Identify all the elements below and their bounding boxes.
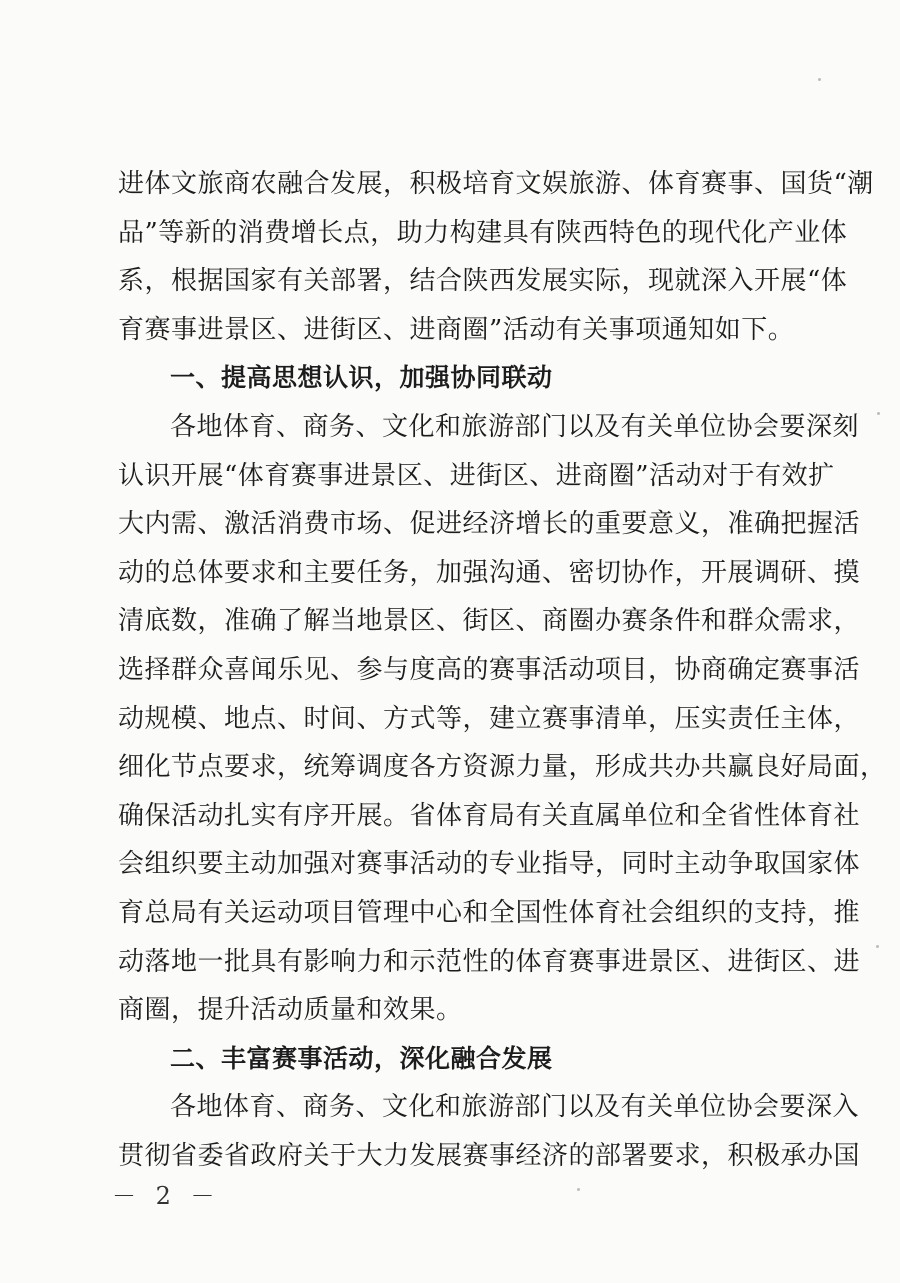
body-line: 动规模、地点、时间、方式等，建立赛事清单，压实责任主体， (118, 703, 861, 734)
body-line: 贯彻省委省政府关于大力发展赛事经济的部署要求，积极承办国 (118, 1140, 861, 1171)
body-line: 细化节点要求，统筹调度各方资源力量，形成共办共赢良好局面， (118, 752, 887, 783)
body-line: 认识开展“体育赛事进景区、进街区、进商圈”活动对于有效扩 (118, 460, 835, 491)
body-line: 动落地一批具有影响力和示范性的体育赛事进景区、进街区、进 (118, 946, 861, 977)
body-line: 动的总体要求和主要任务，加强沟通、密切协作，开展调研、摸 (118, 557, 861, 588)
body-line: 各地体育、商务、文化和旅游部门以及有关单位协会要深入 (170, 1092, 860, 1123)
body-line: 大内需、激活消费市场、促进经济增长的重要意义，准确把握活 (118, 509, 861, 540)
body-line: 育总局有关运动项目管理中心和全国性体育社会组织的支持，推 (118, 897, 861, 928)
section-heading-1: 一、提高思想认识，加强协同联动 (170, 363, 553, 393)
body-line: 各地体育、商务、文化和旅游部门以及有关单位协会要深刻 (170, 411, 860, 442)
scan-speck (818, 78, 821, 81)
scan-speck (577, 1188, 580, 1191)
body-line: 育赛事进景区、进街区、进商圈”活动有关事项通知如下。 (118, 314, 795, 345)
body-line: 会组织要主动加强对赛事活动的专业指导，同时主动争取国家体 (118, 849, 861, 880)
section-heading-2: 二、丰富赛事活动，深化融合发展 (170, 1043, 553, 1073)
body-line: 系，根据国家有关部署，结合陕西发展实际，现就深入开展“体 (118, 266, 848, 297)
document-body (118, 160, 887, 1180)
body-line: 品”等新的消费增长点，助力构建具有陕西特色的现代化产业体 (118, 217, 848, 248)
scan-speck (877, 412, 880, 415)
page-number: － 2 － (112, 1182, 221, 1210)
body-line: 进体文旅商农融合发展，积极培育文娱旅游、体育赛事、国货“潮 (118, 169, 874, 199)
body-line: 清底数，准确了解当地景区、街区、商圈办赛条件和群众需求， (118, 606, 861, 637)
body-line: 选择群众喜闻乐见、参与度高的赛事活动项目，协商确定赛事活 (118, 654, 861, 685)
body-line: 确保活动扎实有序开展。省体育局有关直属单位和全省性体育社 (118, 800, 861, 831)
body-line: 商圈，提升活动质量和效果。 (118, 995, 463, 1026)
scan-speck (876, 945, 879, 948)
